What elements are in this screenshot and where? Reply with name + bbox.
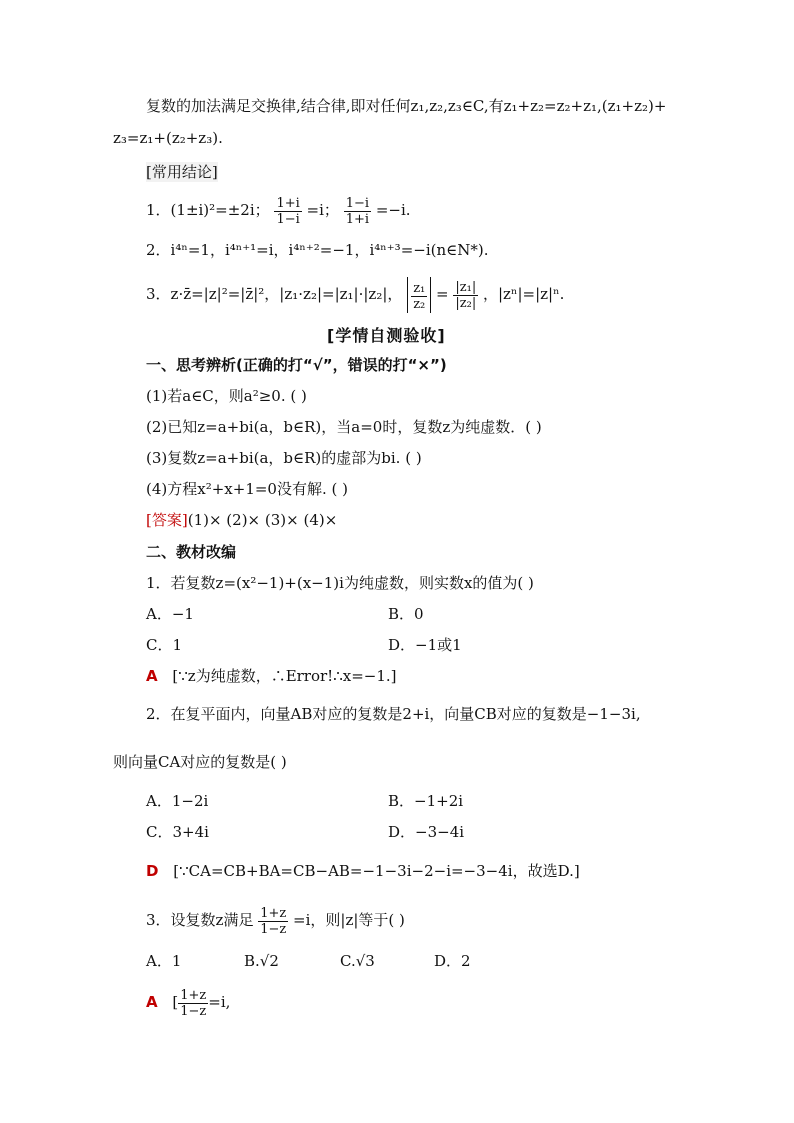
conclusion-3-mid: = [436, 285, 449, 303]
part2-q2-option-c: C．3+4i [146, 823, 209, 841]
fraction-denominator: 1−i [276, 211, 300, 227]
fraction-numerator: 1+i [276, 195, 300, 211]
part2-q3-stem [146, 902, 405, 938]
part2-q2-answer [146, 861, 580, 881]
part2-q1-option-c: C．1 [146, 636, 183, 654]
conclusion-3-fraction-2 [453, 280, 478, 311]
fraction-denominator: z₂ [413, 296, 426, 312]
conclusion-3-prefix: 3．z·z̄=|z|²=|z̄|²，|z₁·z₂|=|z₁|·|z₂|， [146, 285, 403, 303]
part2-q2-option-d: D．−3−4i [388, 823, 465, 841]
conclusion-1 [146, 193, 411, 227]
conclusion-1-mid: =i； [306, 201, 339, 219]
answer-label: [答案] [146, 511, 188, 529]
fraction-numerator: |z₁| [455, 279, 477, 295]
conclusion-2: 2．i⁴ⁿ=1，i⁴ⁿ⁺¹=i，i⁴ⁿ⁺²=−1，i⁴ⁿ⁺³=−i(n∈N*). [146, 241, 489, 259]
part2-q3-option-c: C.√3 [340, 952, 375, 970]
fraction-denominator: 1−z [180, 1003, 207, 1019]
part1-q1: (1)若a∈C，则a²≥0. ( ) [146, 387, 307, 405]
stem-fraction [258, 906, 288, 937]
conclusion-1-fraction-1 [274, 196, 301, 227]
part2-q3-option-d: D．2 [434, 952, 471, 970]
part1-q2: (2)已知z=a+bi(a，b∈R)，当a=0时，复数z为纯虚数．( ) [146, 418, 542, 436]
part2-q1-stem: 1．若复数z=(x²−1)+(x−1)i为纯虚数，则实数x的值为( ) [146, 574, 534, 592]
section-title: [学情自测验收] [327, 326, 446, 345]
answer-letter: D [146, 862, 159, 880]
answer-fraction [178, 988, 208, 1019]
part1-q3: (3)复数z=a+bi(a，b∈R)的虚部为bi. ( ) [146, 449, 422, 467]
stem-prefix: 3．设复数z满足 [146, 911, 254, 929]
answer-letter: A [146, 667, 158, 685]
fraction-numerator: z₁ [413, 280, 426, 296]
part1-q4: (4)方程x²+x+1=0没有解. ( ) [146, 480, 348, 498]
part1-answer [146, 510, 337, 530]
intro-line-1: 复数的加法满足交换律,结合律,即对任何z₁,z₂,z₃∈C,有z₁+z₂=z₂+z₁,(z₁+z₂)+ [146, 97, 667, 115]
conclusion-3-end: ，|zⁿ|=|z|ⁿ. [483, 285, 565, 303]
fraction-denominator: |z₂| [455, 295, 477, 311]
part2-q1-answer [146, 666, 397, 686]
part2-q2-option-b: B．−1+2i [388, 792, 464, 810]
conclusion-1-end: =−i. [375, 201, 411, 219]
answer-explanation: [∵CA=CB+BA=CB−AB=−1−3i−2−i=−3−4i，故选D.] [173, 862, 580, 880]
abs-bars [407, 277, 431, 313]
part2-q2-stem-b: 则向量CA对应的复数是( ) [113, 753, 287, 771]
answer-text: (1)× (2)× (3)× (4)× [187, 511, 338, 529]
conclusion-1-prefix: 1．(1±i)²=±2i； [146, 201, 270, 219]
intro-line-2: z₃=z₁+(z₂+z₃). [113, 129, 223, 147]
common-conclusions-title: [常用结论] [146, 163, 218, 181]
answer-explanation: [∵z为纯虚数，∴Error!∴x=−1.] [172, 667, 397, 685]
part2-q3-answer: A [ $\frac{1+z}{1-z}$ =i, [146, 987, 231, 1019]
fraction-denominator: 1−z [260, 921, 287, 937]
fraction-numerator: 1+z [180, 987, 207, 1003]
part2-q2-option-a: A．1−2i [146, 792, 209, 810]
fraction-numerator: 1+z [260, 905, 287, 921]
fraction-numerator: 1−i [345, 195, 370, 211]
answer-suffix: =i, [208, 993, 231, 1011]
part1-title: 一、思考辨析(正确的打“√”，错误的打“×”) [146, 356, 447, 374]
part2-q1-option-a: A．−1 [146, 605, 194, 623]
fraction-denominator: 1+i [345, 211, 370, 227]
conclusion-3-fraction-1 [411, 281, 427, 312]
conclusion-1-fraction-2 [344, 196, 371, 227]
part2-title: 二、教材改编 [146, 543, 237, 561]
part2-q1-option-d: D．−1或1 [388, 636, 462, 654]
conclusion-3 [146, 276, 564, 313]
part2-q3-option-b: B.√2 [244, 952, 279, 970]
stem-suffix: =i，则|z|等于( ) [293, 911, 405, 929]
part2-q1-option-b: B．0 [388, 605, 424, 623]
answer-letter: A [146, 993, 158, 1011]
part2-q3-option-a: A．1 [146, 952, 182, 970]
part2-q2-stem-a: 2．在复平面内，向量AB对应的复数是2+i，向量CB对应的复数是−1−3i, [146, 705, 641, 723]
